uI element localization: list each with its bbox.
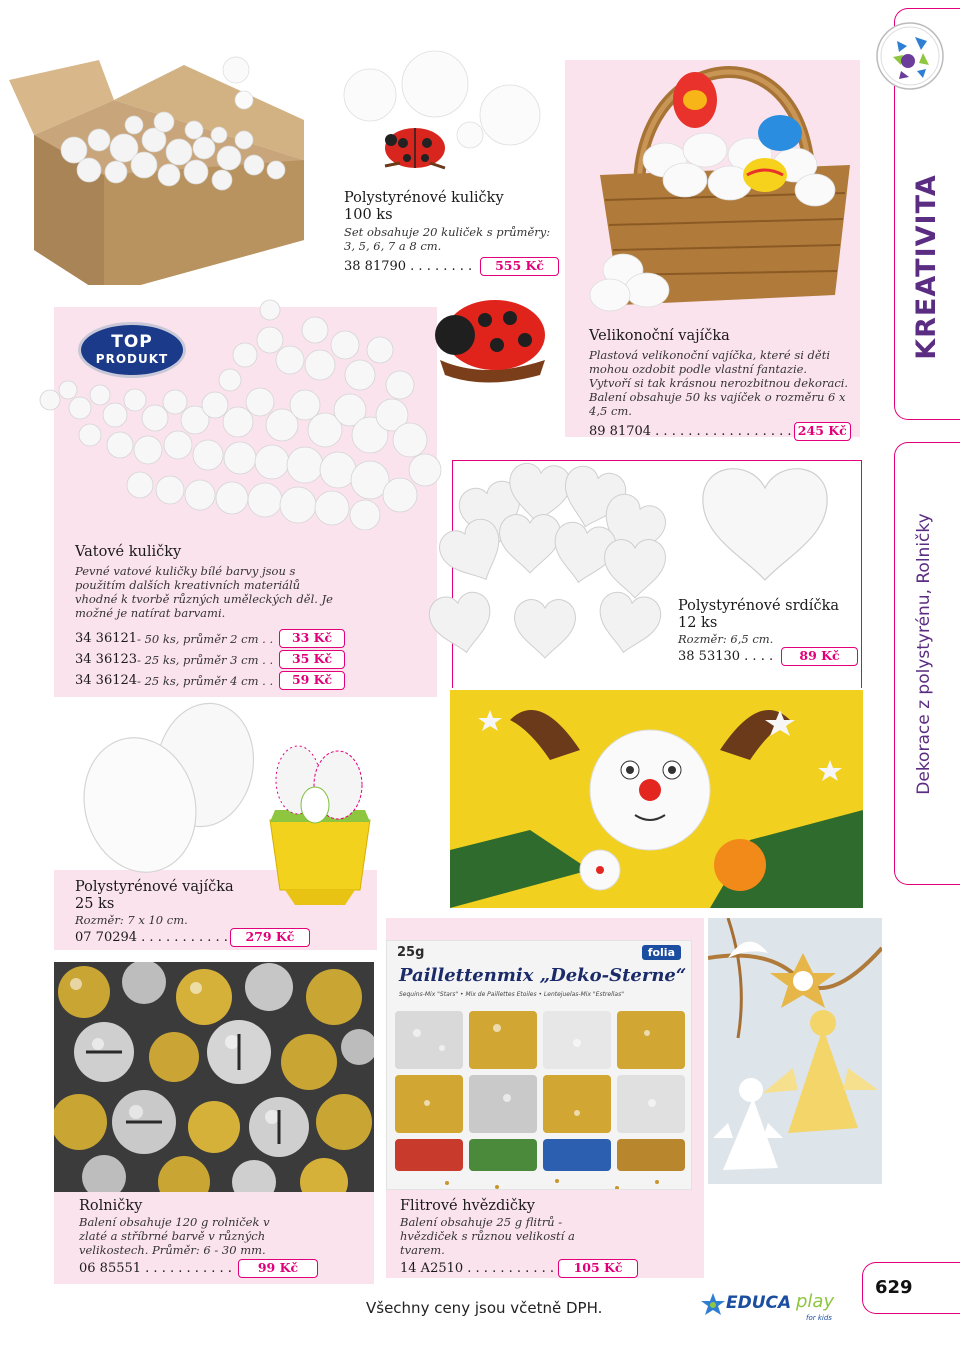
footer-price-note: Všechny ceny jsou včetně DPH.: [366, 1299, 603, 1317]
subcategory-label: Dekorace z polystyrénu, Rolničky: [914, 513, 934, 795]
brand-sub: for kids: [806, 1314, 832, 1322]
price-tag: 245 Kč: [794, 422, 851, 441]
product-code: 14 A2510 . . . . . . . . . . .: [400, 1261, 555, 1276]
product-description: Plastová velikonoční vajíčka, které si děti mohou ozdobit podle vlastní fantazie. Vytvoří si tak krásnou nerozbitnou dekoraci. Balení obsahuje 50 ks vajíček o rozměru 6 x 4,5 cm.: [589, 348, 849, 418]
product-title: Vatové kuličky: [75, 544, 182, 560]
educa-play-logo: [700, 1288, 850, 1328]
large-heart-photo: [695, 458, 835, 583]
price-tag: 105 Kč: [558, 1259, 638, 1278]
product-vatove: [75, 544, 345, 690]
product-title: Polystyrénové kuličky: [344, 190, 504, 206]
product-description: Set obsahuje 20 kuliček s průměry: 3, 5, 6, 7 a 8 cm.: [344, 225, 551, 253]
category-tab: [894, 8, 960, 420]
product-code: 06 85551 . . . . . . . . . . .: [79, 1261, 232, 1276]
package-subtitle: Sequins-Mix "Stars" • Mix de Paillettes Étoiles • Lentejuelas-Mix "Estrellas": [399, 991, 624, 998]
product-description: Balení obsahuje 25 g flitrů - hvězdiček s různou velikostí a tvarem.: [400, 1215, 575, 1257]
price-tag: 33 Kč: [279, 629, 345, 648]
price-tag: 99 Kč: [238, 1259, 318, 1278]
product-description: Pevné vatové kuličky bílé barvy jsou s použitím dalších kreativních materiálů vhodné k tvorbě různých uměleckých děl. Je možné je natírat barvami.: [75, 564, 333, 620]
product-title: Polystyrénové srdíčka: [678, 598, 839, 614]
jingle-bells-photo: [54, 962, 374, 1192]
variant-text: - 25 ks, průměr 4 cm . .: [137, 673, 274, 688]
page-number: 629: [875, 1277, 913, 1298]
package-brand-logo: folia: [642, 945, 681, 960]
product-vajicka-plast: [589, 328, 851, 441]
product-description: Rozměr: 6,5 cm.: [678, 632, 774, 646]
wicker-basket-photo: [585, 15, 865, 320]
polystyrene-hearts-photo: [420, 450, 680, 680]
polystyrene-balls-photo: [4, 40, 344, 285]
subcategory-tab: [894, 442, 960, 885]
product-title: Flitrové hvězdičky: [400, 1198, 535, 1214]
price-tag: 89 Kč: [781, 647, 858, 666]
cotton-balls-photo: [20, 290, 450, 530]
product-code: 38 81790 . . . . . . . .: [344, 259, 473, 274]
product-rolnicky: [79, 1198, 369, 1278]
badge-line2: PRODUKT: [95, 352, 169, 366]
variant-text: - 25 ks, průměr 3 cm . .: [137, 652, 274, 667]
package-weight: 25g: [397, 945, 425, 960]
package-product-name: Paillettenmix „Deko-Sterne“: [399, 965, 687, 986]
price-tag: 35 Kč: [279, 650, 345, 669]
product-kulicky: [344, 190, 559, 276]
variant-code: 34 36121: [75, 631, 138, 646]
badge-line1: TOP: [111, 332, 153, 352]
variant-row: [75, 629, 345, 648]
top-produkt-badge: [78, 322, 186, 378]
ladybug-large-photo: [425, 290, 560, 390]
kreativita-logo-icon: [875, 21, 945, 91]
category-label: KREATIVITA: [911, 174, 942, 360]
product-vajicka-poly: [75, 879, 375, 947]
reindeer-decoration-photo: [450, 690, 863, 908]
product-title: Velikonoční vajíčka: [589, 328, 730, 344]
variant-row: [75, 650, 345, 669]
product-code: 89 81704 . . . . . . . . . . . . . . . . .: [589, 424, 792, 439]
price-tag: 279 Kč: [230, 928, 310, 947]
product-quantity: 12 ks: [678, 615, 718, 631]
product-quantity: 100 ks: [344, 207, 393, 223]
page-number-tab: [862, 1262, 960, 1314]
product-flitry: [400, 1198, 700, 1278]
sequin-stars-package-photo: [386, 940, 692, 1190]
product-description: Balení obsahuje 120 g rolniček v zlaté a stříbrné barvě v různých velikostech. Průměr: 6 - 30 mm.: [79, 1215, 270, 1257]
product-srdicka: [678, 598, 858, 666]
paper-angels-photo: [708, 918, 882, 1184]
variant-code: 34 36124: [75, 673, 138, 688]
price-tag: 59 Kč: [279, 671, 345, 690]
variant-text: - 50 ks, průměr 2 cm . .: [137, 631, 274, 646]
product-code: 38 53130 . . . .: [678, 649, 774, 664]
product-quantity: 25 ks: [75, 896, 115, 912]
variant-code: 34 36123: [75, 652, 138, 667]
product-code: 07 70294 . . . . . . . . . . .: [75, 930, 228, 945]
product-description: Rozměr: 7 x 10 cm.: [75, 913, 188, 927]
price-tag: 555 Kč: [480, 257, 559, 276]
variant-row: [75, 671, 345, 690]
brand-play: play: [796, 1291, 835, 1312]
product-title: Rolničky: [79, 1198, 143, 1214]
ladybug-small-photo: [375, 118, 455, 178]
product-title: Polystyrénové vajíčka: [75, 879, 234, 895]
brand-main: EDUCA: [726, 1293, 792, 1313]
educa-star-icon: [700, 1292, 726, 1318]
